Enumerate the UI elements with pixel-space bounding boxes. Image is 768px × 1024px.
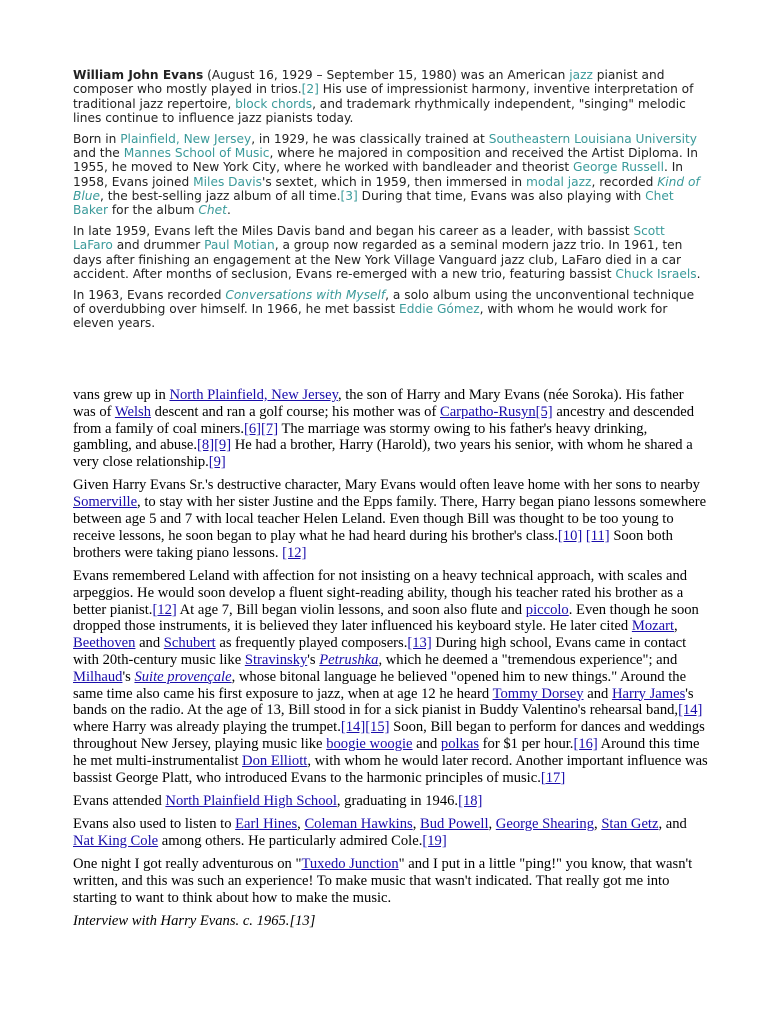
solo-paragraph: In 1963, Evans recorded Conversations with Myself, a solo album using the unconventional technique of overdubbing over himself. In 1966, he met bassist Eddie Gómez, with whom he would work for eleven years.	[73, 287, 695, 331]
high-school-paragraph: Evans attended North Plainfield High School, graduating in 1946.[18]	[73, 792, 483, 809]
career-paragraph: Born in Plainfield, New Jersey, in 1929, he was classically trained at Southeastern Louisiana University and the Mannes School of Music, where he majored in composition and received the Artist Diploma. In 1955, he moved to New York City, where he worked with bandleader and theorist George Russell. In 1958, Evans joined Miles Davis's sextet, which in 1959, then immersed in modal jazz, recorded Kind of Blue, the best-selling jazz album of all time.[3] During that time, Evans was also playing with Chet Baker for the album Chet.	[73, 131, 700, 218]
reference-12[interactable]: [12]	[152, 601, 177, 618]
link-don-elliott[interactable]: Don Elliott	[242, 752, 308, 769]
link-tommy-dorsey[interactable]: Tommy Dorsey	[492, 685, 584, 702]
link-george-russell[interactable]: George Russell	[573, 160, 664, 175]
intro-section	[73, 68, 703, 337]
listening-paragraph: Evans also used to listen to Earl Hines, Coleman Hawkins, Bud Powell, George Shearing, Stan Getz, and Nat King Cole among others. He particularly admired Cole.[19]	[73, 816, 687, 849]
reference-5[interactable]: [5]	[535, 403, 553, 420]
link-modal-jazz[interactable]: modal jazz	[526, 174, 592, 189]
link-chet-baker[interactable]: Chet Baker	[73, 188, 674, 218]
link-piccolo[interactable]: piccolo	[525, 601, 569, 618]
link-jazz[interactable]: jazz	[569, 68, 593, 82]
link-bud-powell[interactable]: Bud Powell	[419, 816, 489, 833]
reference-8[interactable]: [8]	[197, 437, 215, 454]
link-conversations-with-myself[interactable]: Conversations with Myself	[225, 287, 386, 302]
subject-name: William John Evans	[73, 68, 204, 82]
link-milhaud[interactable]: Milhaud	[73, 668, 123, 685]
link-boogie-woogie[interactable]: boogie woogie	[326, 735, 413, 752]
link-stan-getz[interactable]: Stan Getz	[601, 816, 659, 833]
reference-9[interactable]: [9]	[214, 437, 232, 454]
reference-12[interactable]: [12]	[282, 544, 307, 561]
reference-11[interactable]: [11]	[585, 527, 610, 544]
influences-paragraph: Evans remembered Leland with affection for not insisting on a heavy technical approach, with scales and arpeggios. He would soon develop a fluent sight-reading ability, though his teacher rated his brother as a better pianist.[12] At age 7, Bill began violin lessons, and soon also flute and piccolo. Even though he soon dropped those instruments, it is believed they later influenced his keyboard style. He later cited Mozart, Beethoven and Schubert as frequently played composers.[13] During high school, Evans came in contact with 20th-century music like Stravinsky's Petrushka, which he deemed a "tremendous experience"; and Milhaud's Suite provençale, whose bitonal language he believed "opened him to new things." Around the same time also came his first exposure to jazz, when at age 12 he heard Tommy Dorsey and Harry James's bands on the radio. At the age of 13, Bill stood in for a sick pianist in Buddy Valentino's rehearsal band,[14] where Harry was already playing the trumpet.[14][15] Soon, Bill began to perform for dances and weddings throughout New Jersey, playing music like boogie woogie and polkas for $1 per hour.[16] Around this time he met multi-instrumentalist Don Elliott, with whom he would later record. Another important influence was bassist George Platt, who introduced Evans to the harmonic principles of music.[17]	[73, 567, 708, 786]
link-southeastern-louisiana[interactable]: Southeastern Louisiana University	[488, 131, 698, 146]
link-carpatho-rusyn[interactable]: Carpatho-Rusyn	[439, 403, 536, 420]
reference-16[interactable]: [16]	[573, 735, 598, 752]
link-eddie-gomez[interactable]: Eddie Gómez	[399, 301, 480, 316]
reference-15[interactable]: [15]	[365, 719, 390, 736]
link-nat-king-cole[interactable]: Nat King Cole	[73, 832, 159, 849]
link-stravinsky[interactable]: Stravinsky	[244, 651, 308, 668]
intro-paragraph: William John Evans (August 16, 1929 – September 15, 1980) was an American jazz pianist and composer who mostly played in trios.[2] His use of impressionist harmony, inventive interpretation of traditional jazz repertoire, block chords, and trademark rhythmically independent, "singing" melodic lines continue to influence jazz pianists today.	[73, 68, 694, 125]
link-chuck-israels[interactable]: Chuck Israels	[615, 266, 697, 281]
link-polkas[interactable]: polkas	[440, 735, 480, 752]
link-chet-album[interactable]: Chet	[198, 203, 227, 218]
quote-attribution: Interview with Harry Evans. c. 1965.[13]	[73, 913, 316, 930]
link-schubert[interactable]: Schubert	[163, 635, 216, 652]
link-tuxedo-junction[interactable]: Tuxedo Junction	[301, 856, 399, 873]
reference-9[interactable]: [9]	[208, 454, 226, 471]
link-coleman-hawkins[interactable]: Coleman Hawkins	[304, 816, 413, 833]
link-mozart[interactable]: Mozart	[631, 618, 675, 635]
reference-18[interactable]: [18]	[458, 792, 483, 809]
reference-14[interactable]: [14]	[678, 702, 703, 719]
link-mannes[interactable]: Mannes School of Music	[123, 145, 270, 160]
link-earl-hines[interactable]: Earl Hines	[235, 816, 298, 833]
link-scott-lafaro[interactable]: Scott LaFaro	[73, 223, 665, 253]
link-north-plainfield[interactable]: North Plainfield, New Jersey	[169, 387, 338, 403]
family-paragraph: vans grew up in North Plainfield, New Jersey, the son of Harry and Mary Evans (née Soroka). His father was of Welsh descent and ran a golf course; his mother was of Carpatho-Rusyn[5] ancestry and descended from a family of coal miners.[6][7] The marriage was stormy owing to his father's heavy drinking, gambling, and abuse.[8][9] He had a brother, Harry (Harold), two years his senior, with whom he shared a very close relationship.[9]	[73, 387, 695, 471]
reference-14[interactable]: [14]	[340, 719, 366, 736]
link-paul-motian[interactable]: Paul Motian	[204, 238, 275, 253]
early-life-section	[73, 387, 709, 936]
link-kind-of-blue[interactable]: Kind of Blue	[73, 174, 700, 203]
reference-19[interactable]: [19]	[422, 832, 447, 849]
link-petrushka[interactable]: Petrushka	[319, 651, 379, 668]
reference-10[interactable]: [10]	[557, 527, 583, 544]
reference-2[interactable]: [2]	[301, 82, 319, 97]
trio-paragraph: In late 1959, Evans left the Miles Davis band and began his career as a leader, with bassist Scott LaFaro and drummer Paul Motian, a group now regarded as a seminal modern jazz trio. In 1961, ten days after finishing an engagement at the New York Village Vanguard jazz club, LaFaro died in a car accident. After months of seclusion, Evans re-emerged with a new trio, featuring bassist Chuck Israels.	[73, 223, 701, 281]
link-harry-james[interactable]: Harry James	[611, 685, 686, 702]
link-miles-davis[interactable]: Miles Davis	[193, 174, 262, 189]
link-beethoven[interactable]: Beethoven	[73, 635, 136, 652]
link-somerville[interactable]: Somerville	[73, 494, 138, 511]
reference-6[interactable]: [6]	[244, 420, 262, 437]
reference-13[interactable]: [13]	[407, 635, 432, 652]
link-suite-provencale[interactable]: Suite provençale	[134, 668, 232, 685]
link-george-shearing[interactable]: George Shearing	[495, 816, 595, 833]
piano-lessons-paragraph: Given Harry Evans Sr.'s destructive character, Mary Evans would often leave home with her sons to nearby Somerville, to stay with her sister Justine and the Epps family. There, Harry began piano lessons somewhere between age 5 and 7 with local teacher Helen Leland. Even though Bill was thought to be too young to receive lessons, he soon began to play what he had heard during his brother's class.[10] [11] Soon both brothers were taking piano lessons. [12]	[73, 477, 707, 561]
link-north-plainfield-high-school[interactable]: North Plainfield High School	[165, 792, 337, 809]
link-welsh[interactable]: Welsh	[114, 403, 152, 420]
reference-17[interactable]: [17]	[540, 769, 566, 786]
quote-paragraph: One night I got really adventurous on "Tuxedo Junction" and I put in a little "ping!" you know, that wasn't written, and this was such an experience! To make music that wasn't indicated. That really got me into starting to want to think about how to make the music.	[73, 856, 693, 906]
reference-7[interactable]: [7]	[261, 420, 279, 437]
reference-3[interactable]: [3]	[340, 188, 358, 203]
link-plainfield[interactable]: Plainfield, New Jersey	[120, 131, 252, 146]
link-block-chords[interactable]: block chords	[235, 96, 313, 111]
